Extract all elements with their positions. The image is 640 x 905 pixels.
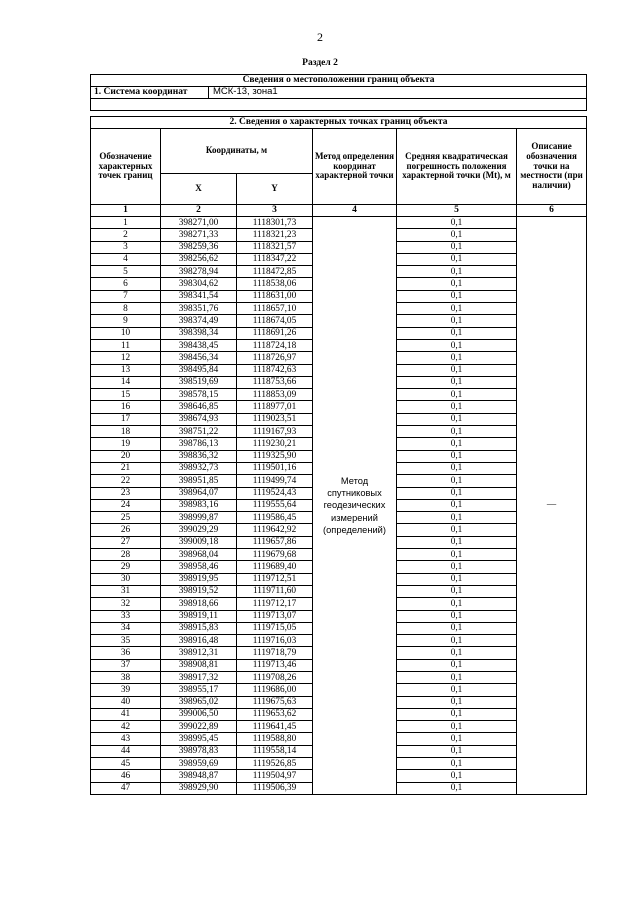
point-number: 32 <box>91 598 161 610</box>
column-number: 4 <box>313 205 397 217</box>
coordinate-x: 398456,34 <box>161 352 237 364</box>
coordinate-x: 398912,31 <box>161 647 237 659</box>
accuracy-value: 0,1 <box>397 696 517 708</box>
accuracy-value: 0,1 <box>397 647 517 659</box>
accuracy-value: 0,1 <box>397 610 517 622</box>
coordinate-x: 398351,76 <box>161 303 237 315</box>
accuracy-value: 0,1 <box>397 401 517 413</box>
accuracy-value: 0,1 <box>397 217 517 229</box>
spacer-row <box>91 99 587 111</box>
coordinate-y: 1119715,05 <box>237 622 313 634</box>
coordinate-x: 398256,62 <box>161 253 237 265</box>
point-number: 36 <box>91 647 161 659</box>
coordinate-x: 398959,69 <box>161 758 237 770</box>
point-number: 7 <box>91 290 161 302</box>
description-cell: — <box>517 217 587 795</box>
coordinate-x: 399009,18 <box>161 536 237 548</box>
coordinate-y: 1118742,63 <box>237 364 313 376</box>
point-number: 43 <box>91 733 161 745</box>
coordinate-y: 1119712,17 <box>237 598 313 610</box>
point-number: 29 <box>91 561 161 573</box>
coordinate-x: 398908,81 <box>161 659 237 671</box>
coordinate-y: 1119653,62 <box>237 708 313 720</box>
point-number: 35 <box>91 635 161 647</box>
coordinate-y: 1119679,68 <box>237 549 313 561</box>
coordinate-x: 398995,45 <box>161 733 237 745</box>
coordinate-y: 1119718,79 <box>237 647 313 659</box>
coordinate-y: 1118726,97 <box>237 352 313 364</box>
coordinate-y: 1118853,09 <box>237 389 313 401</box>
coordinate-y: 1118674,05 <box>237 315 313 327</box>
coordinate-x: 398983,16 <box>161 499 237 511</box>
accuracy-value: 0,1 <box>397 622 517 634</box>
point-number: 37 <box>91 659 161 671</box>
column-number: 5 <box>397 205 517 217</box>
coordinate-x: 398964,07 <box>161 487 237 499</box>
accuracy-value: 0,1 <box>397 745 517 757</box>
accuracy-value: 0,1 <box>397 364 517 376</box>
point-number: 25 <box>91 512 161 524</box>
coordinate-system-label: 1. Система координат <box>91 87 209 99</box>
coordinate-y: 1119641,45 <box>237 721 313 733</box>
coordinate-y: 1118472,85 <box>237 266 313 278</box>
accuracy-value: 0,1 <box>397 352 517 364</box>
points-table <box>90 116 587 795</box>
accuracy-value: 0,1 <box>397 585 517 597</box>
accuracy-value: 0,1 <box>397 290 517 302</box>
point-number: 47 <box>91 782 161 794</box>
accuracy-value: 0,1 <box>397 782 517 794</box>
coordinate-y: 1119325,90 <box>237 450 313 462</box>
point-number: 38 <box>91 671 161 683</box>
coordinate-x: 398836,32 <box>161 450 237 462</box>
accuracy-value: 0,1 <box>397 389 517 401</box>
coordinate-x: 398271,33 <box>161 229 237 241</box>
point-number: 44 <box>91 745 161 757</box>
accuracy-value: 0,1 <box>397 635 517 647</box>
coordinate-x: 398259,36 <box>161 241 237 253</box>
coordinate-x: 398674,93 <box>161 413 237 425</box>
coordinate-y: 1118347,22 <box>237 253 313 265</box>
coordinate-y: 1119712,51 <box>237 573 313 585</box>
coordinate-x: 398929,90 <box>161 782 237 794</box>
accuracy-value: 0,1 <box>397 327 517 339</box>
coordinate-x: 398915,83 <box>161 622 237 634</box>
point-number: 12 <box>91 352 161 364</box>
coordinate-y: 1119558,14 <box>237 745 313 757</box>
coordinate-y: 1119713,07 <box>237 610 313 622</box>
point-number: 41 <box>91 708 161 720</box>
point-number: 17 <box>91 413 161 425</box>
header-method: Метод определения координат характерной точки <box>313 129 397 205</box>
accuracy-value: 0,1 <box>397 770 517 782</box>
point-number: 8 <box>91 303 161 315</box>
header-y: Y <box>237 174 313 205</box>
coordinate-y: 1119167,93 <box>237 426 313 438</box>
point-number: 33 <box>91 610 161 622</box>
accuracy-value: 0,1 <box>397 303 517 315</box>
coordinate-x: 398271,00 <box>161 217 237 229</box>
point-number: 15 <box>91 389 161 401</box>
accuracy-value: 0,1 <box>397 758 517 770</box>
accuracy-value: 0,1 <box>397 721 517 733</box>
coordinate-y: 1118691,26 <box>237 327 313 339</box>
point-number: 26 <box>91 524 161 536</box>
point-number: 2 <box>91 229 161 241</box>
accuracy-value: 0,1 <box>397 708 517 720</box>
coordinate-y: 1119657,86 <box>237 536 313 548</box>
point-number: 3 <box>91 241 161 253</box>
coordinate-y: 1119526,85 <box>237 758 313 770</box>
point-number: 18 <box>91 426 161 438</box>
accuracy-value: 0,1 <box>397 671 517 683</box>
accuracy-value: 0,1 <box>397 684 517 696</box>
header-point-designation: Обозначение характерных точек границ <box>91 129 161 205</box>
header-accuracy: Средняя квадратическая погрешность положения характерной точки (Mt), м <box>397 129 517 205</box>
coordinate-y: 1118631,00 <box>237 290 313 302</box>
point-number: 34 <box>91 622 161 634</box>
coordinate-y: 1118321,23 <box>237 229 313 241</box>
coordinate-y: 1119708,26 <box>237 671 313 683</box>
coordinate-x: 398916,48 <box>161 635 237 647</box>
coordinate-x: 398304,62 <box>161 278 237 290</box>
accuracy-value: 0,1 <box>397 229 517 241</box>
point-number: 40 <box>91 696 161 708</box>
point-number: 4 <box>91 253 161 265</box>
point-number: 13 <box>91 364 161 376</box>
coordinate-y: 1118538,06 <box>237 278 313 290</box>
coordinate-y: 1118753,66 <box>237 376 313 388</box>
point-number: 30 <box>91 573 161 585</box>
points-title: 2. Сведения о характерных точках границ объекта <box>91 117 587 129</box>
coordinate-system-value: МСК-13, зона1 <box>209 87 587 99</box>
coordinate-x: 398919,52 <box>161 585 237 597</box>
accuracy-value: 0,1 <box>397 241 517 253</box>
accuracy-value: 0,1 <box>397 733 517 745</box>
coordinate-y: 1119501,16 <box>237 462 313 474</box>
header-x: X <box>161 174 237 205</box>
accuracy-value: 0,1 <box>397 462 517 474</box>
coordinate-x: 398278,94 <box>161 266 237 278</box>
coordinate-x: 399006,50 <box>161 708 237 720</box>
coordinate-x: 398646,85 <box>161 401 237 413</box>
point-number: 5 <box>91 266 161 278</box>
coordinate-x: 399022,89 <box>161 721 237 733</box>
point-number: 24 <box>91 499 161 511</box>
point-number: 10 <box>91 327 161 339</box>
accuracy-value: 0,1 <box>397 487 517 499</box>
point-number: 9 <box>91 315 161 327</box>
accuracy-value: 0,1 <box>397 413 517 425</box>
accuracy-value: 0,1 <box>397 438 517 450</box>
coordinate-x: 398918,66 <box>161 598 237 610</box>
coordinate-x: 398519,69 <box>161 376 237 388</box>
point-number: 22 <box>91 475 161 487</box>
coordinate-x: 398948,87 <box>161 770 237 782</box>
coordinate-y: 1118301,73 <box>237 217 313 229</box>
coordinate-y: 1119230,21 <box>237 438 313 450</box>
accuracy-value: 0,1 <box>397 512 517 524</box>
point-number: 23 <box>91 487 161 499</box>
coordinate-y: 1119716,03 <box>237 635 313 647</box>
coordinate-x: 398955,17 <box>161 684 237 696</box>
page-number: 2 <box>317 30 323 44</box>
column-number: 1 <box>91 205 161 217</box>
accuracy-value: 0,1 <box>397 315 517 327</box>
column-number: 2 <box>161 205 237 217</box>
point-number: 20 <box>91 450 161 462</box>
accuracy-value: 0,1 <box>397 536 517 548</box>
column-number: 3 <box>237 205 313 217</box>
method-cell: Метод спутниковых геодезических измерений (определений) <box>313 217 397 795</box>
coordinate-x: 398965,02 <box>161 696 237 708</box>
coordinate-y: 1119555,64 <box>237 499 313 511</box>
accuracy-value: 0,1 <box>397 475 517 487</box>
accuracy-value: 0,1 <box>397 549 517 561</box>
coordinate-x: 398932,73 <box>161 462 237 474</box>
coordinate-y: 1118977,01 <box>237 401 313 413</box>
accuracy-value: 0,1 <box>397 659 517 671</box>
coordinate-x: 398786,13 <box>161 438 237 450</box>
coordinate-y: 1119023,51 <box>237 413 313 425</box>
accuracy-value: 0,1 <box>397 253 517 265</box>
coordinate-y: 1118657,10 <box>237 303 313 315</box>
coordinate-x: 398578,15 <box>161 389 237 401</box>
point-number: 11 <box>91 339 161 351</box>
accuracy-value: 0,1 <box>397 450 517 462</box>
point-number: 39 <box>91 684 161 696</box>
point-number: 19 <box>91 438 161 450</box>
accuracy-value: 0,1 <box>397 278 517 290</box>
point-number: 6 <box>91 278 161 290</box>
location-table <box>90 74 587 111</box>
coordinate-y: 1119711,60 <box>237 585 313 597</box>
coordinate-x: 398999,87 <box>161 512 237 524</box>
header-description: Описание обозначения точки на местности (при наличии) <box>517 129 587 205</box>
accuracy-value: 0,1 <box>397 376 517 388</box>
coordinate-x: 399029,29 <box>161 524 237 536</box>
section-title: Раздел 2 <box>302 58 338 68</box>
coordinate-y: 1119506,39 <box>237 782 313 794</box>
coordinate-x: 398374,49 <box>161 315 237 327</box>
accuracy-value: 0,1 <box>397 339 517 351</box>
coordinate-y: 1118724,18 <box>237 339 313 351</box>
coordinate-x: 398438,45 <box>161 339 237 351</box>
coordinate-x: 398919,11 <box>161 610 237 622</box>
coordinate-x: 398978,83 <box>161 745 237 757</box>
point-number: 31 <box>91 585 161 597</box>
column-number: 6 <box>517 205 587 217</box>
coordinate-y: 1119713,46 <box>237 659 313 671</box>
location-title: Сведения о местоположении границ объекта <box>91 75 587 87</box>
accuracy-value: 0,1 <box>397 499 517 511</box>
point-number: 28 <box>91 549 161 561</box>
accuracy-value: 0,1 <box>397 266 517 278</box>
coordinate-x: 398919,95 <box>161 573 237 585</box>
coordinate-x: 398958,46 <box>161 561 237 573</box>
table-row <box>91 217 587 229</box>
coordinate-y: 1119675,63 <box>237 696 313 708</box>
coordinate-x: 398495,84 <box>161 364 237 376</box>
coordinate-x: 398951,85 <box>161 475 237 487</box>
coordinate-y: 1119588,80 <box>237 733 313 745</box>
coordinate-y: 1119499,74 <box>237 475 313 487</box>
point-number: 21 <box>91 462 161 474</box>
point-number: 27 <box>91 536 161 548</box>
point-number: 46 <box>91 770 161 782</box>
point-number: 42 <box>91 721 161 733</box>
coordinate-y: 1119642,92 <box>237 524 313 536</box>
accuracy-value: 0,1 <box>397 598 517 610</box>
coordinate-x: 398398,34 <box>161 327 237 339</box>
coordinate-x: 398968,04 <box>161 549 237 561</box>
point-number: 45 <box>91 758 161 770</box>
coordinate-y: 1119524,43 <box>237 487 313 499</box>
point-number: 16 <box>91 401 161 413</box>
coordinate-y: 1118321,57 <box>237 241 313 253</box>
accuracy-value: 0,1 <box>397 561 517 573</box>
coordinate-y: 1119504,97 <box>237 770 313 782</box>
header-coordinates: Координаты, м <box>161 129 313 174</box>
accuracy-value: 0,1 <box>397 426 517 438</box>
coordinate-x: 398751,22 <box>161 426 237 438</box>
accuracy-value: 0,1 <box>397 524 517 536</box>
coordinate-x: 398917,32 <box>161 671 237 683</box>
coordinate-x: 398341,54 <box>161 290 237 302</box>
point-number: 14 <box>91 376 161 388</box>
coordinate-y: 1119586,45 <box>237 512 313 524</box>
accuracy-value: 0,1 <box>397 573 517 585</box>
coordinate-y: 1119686,00 <box>237 684 313 696</box>
coordinate-y: 1119689,40 <box>237 561 313 573</box>
point-number: 1 <box>91 217 161 229</box>
